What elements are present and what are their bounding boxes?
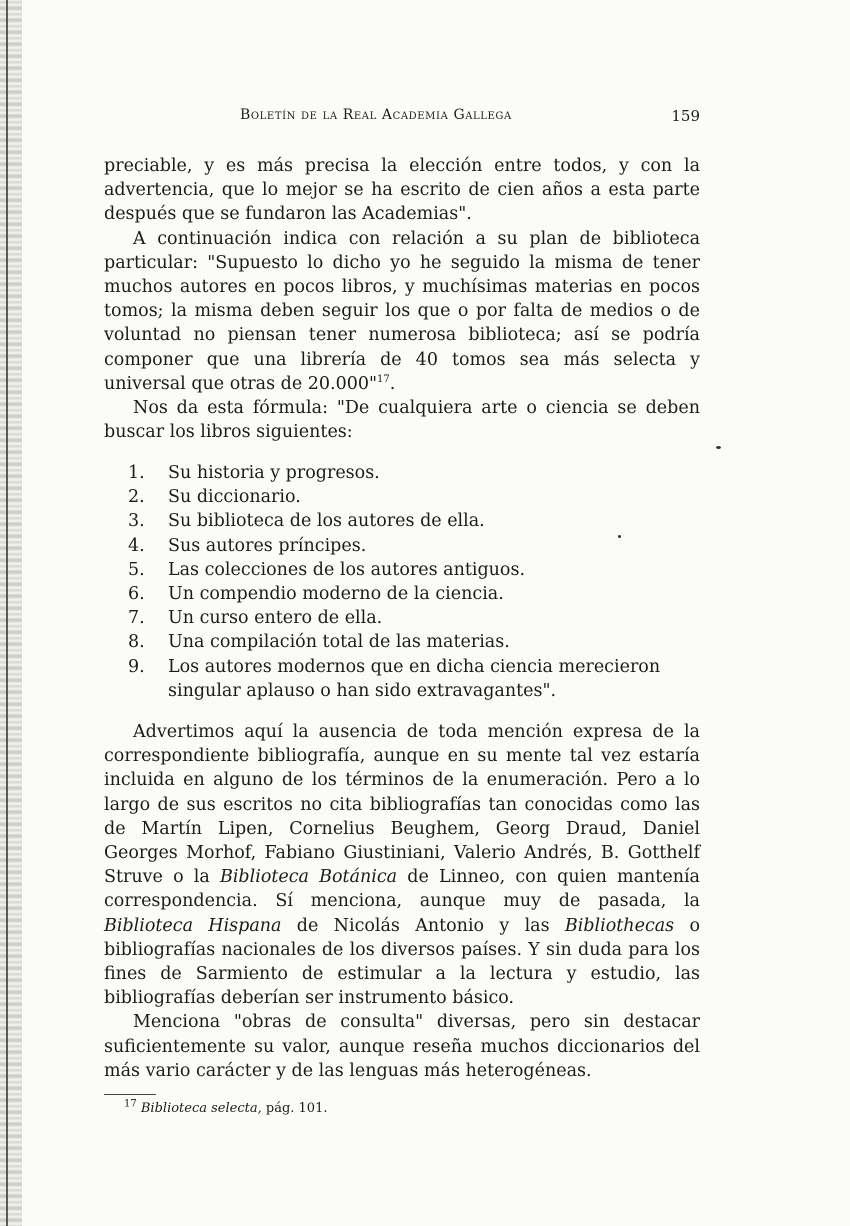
paragraph bbox=[104, 227, 700, 396]
italic-title: Biblioteca Botánica bbox=[219, 867, 398, 888]
running-header bbox=[240, 107, 700, 129]
list-number: 9. bbox=[128, 656, 145, 677]
list-item bbox=[104, 485, 700, 509]
list-number: 3. bbox=[128, 511, 145, 532]
book-binding-edge bbox=[0, 0, 22, 1226]
text-block-bottom bbox=[104, 720, 700, 1083]
footnote-reference: 17 bbox=[377, 374, 390, 385]
list-item bbox=[104, 558, 700, 582]
list-text: Su diccionario. bbox=[168, 487, 301, 508]
ink-speck bbox=[716, 446, 721, 449]
paragraph: Menciona "obras de consulta" diversas, pero sin destacar suficientemente su valor, aunque reseña muchos diccionarios del más vario carácter y de las lenguas más heterogéneas. bbox=[104, 1012, 700, 1081]
paragraph-text: A continuación indica con relación a su plan de biblioteca particular: "Supuesto lo dicho yo he seguido la misma de tener muchos autores en pocos libros, y muchísimas materias en pocos tomos; la misma deben seguir los que o por falta de medios o de voluntad no piensan tener numerosa biblioteca; así se podría componer que una librería de 40 tomos sea más selecta y universal que otras de 20.000" bbox=[104, 228, 700, 394]
list-text: Las colecciones de los autores antiguos. bbox=[168, 559, 526, 580]
footnote bbox=[124, 1100, 327, 1118]
list-item bbox=[104, 655, 700, 703]
list-item bbox=[104, 461, 700, 485]
list-item bbox=[104, 534, 700, 558]
paragraph bbox=[104, 720, 700, 1010]
page-number: 159 bbox=[671, 107, 700, 125]
paragraph: Nos da esta fórmula: "De cualquiera arte o ciencia se deben buscar los libros siguientes: bbox=[104, 398, 700, 443]
list-number: 7. bbox=[128, 608, 145, 629]
list-text: Un compendio moderno de la ciencia. bbox=[168, 584, 504, 605]
list-item bbox=[104, 582, 700, 606]
paragraph: preciable, y es más precisa la elección entre todos, y con la advertencia, que lo mejor se ha escrito de cien años a esta parte después que se fundaron las Academias". bbox=[104, 156, 700, 225]
list-text: Su historia y progresos. bbox=[168, 463, 380, 483]
footnote-title: Biblioteca selecta, bbox=[140, 1101, 262, 1116]
list-number: 1. bbox=[128, 463, 145, 483]
paragraph-text: o bibliografías nacionales de los diversos países. Y sin duda para los fines de Sarmiento de estimular a la lectura y estudio, las bibliografías deberían ser instrumento básico. bbox=[104, 915, 700, 1009]
paragraph-text: de Nicolás Antonio y las bbox=[281, 915, 565, 936]
italic-title: Bibliothecas bbox=[564, 915, 675, 936]
paragraph-text: de Linneo, con quien mantenía correspondencia. Sí menciona, aunque muy de pasada, la bbox=[104, 867, 700, 912]
list-text: Su biblioteca de los autores de ella. bbox=[168, 511, 485, 532]
list-number: 8. bbox=[128, 632, 145, 653]
footnote-rule bbox=[104, 1094, 156, 1095]
list-number: 6. bbox=[128, 584, 145, 605]
list-text: Una compilación total de las materias. bbox=[168, 632, 510, 653]
list-item bbox=[104, 606, 700, 630]
list-number: 4. bbox=[128, 535, 145, 556]
list-text: Los autores modernos que en dicha ciencia merecieron singular aplauso o han sido extravagantes". bbox=[168, 656, 661, 701]
text-block-top bbox=[104, 154, 700, 444]
paragraph-end: . bbox=[389, 373, 396, 394]
list-text: Un curso entero de ella. bbox=[168, 608, 383, 629]
list-text: Sus autores príncipes. bbox=[168, 535, 367, 556]
list-item bbox=[104, 630, 700, 654]
list-number: 2. bbox=[128, 487, 145, 508]
italic-title: Biblioteca Hispana bbox=[104, 915, 282, 936]
paragraph-text: Advertimos aquí la ausencia de toda mención expresa de la correspondiente bibliografía, aunque en su mente tal vez estaría incluida en alguno de los términos de la enumeración. Pero a lo largo de sus escritos no cita bibliografías tan conocidas como las de Martín Lipen, Cornelius Beughem, Georg Draud, Daniel Georges Morhof, Fabiano Giustiniani, Valerio Andrés, B. Gotthelf Struve o la bbox=[104, 722, 700, 888]
footnote-page: pág. 101. bbox=[261, 1101, 328, 1116]
list-number: 5. bbox=[128, 559, 145, 580]
numbered-list bbox=[104, 461, 700, 703]
footnote-number: 17 bbox=[124, 1098, 137, 1110]
journal-title: Boletín de la Real Academia Gallega bbox=[240, 107, 512, 123]
list-item bbox=[104, 509, 700, 533]
binding-line bbox=[6, 0, 8, 1226]
